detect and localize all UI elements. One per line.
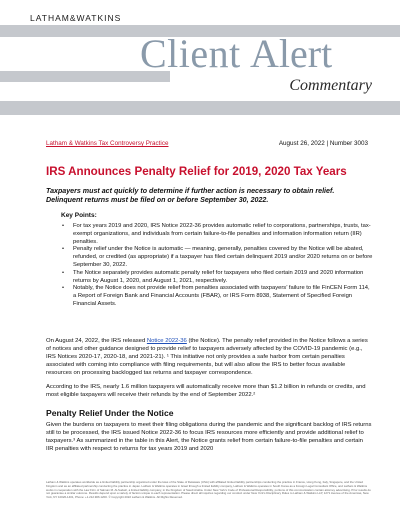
paragraph-refunds: According to the IRS, nearly 1.6 million taxpayers will automatically receive more than $1.2 billion in refunds or credits, and most eligible taxpayers will receive their refunds by the end of September 2022.² <box>46 384 366 398</box>
paragraph-intro-text-cont: (the Notice). The penalty relief provided in the Notice follows a series of notices and other guidance designed to provide relief to taxpayers adversely affected by the COVID-19 pandemic (e.g., IRS Notices 2020-17, 2020-18, and 2021-21). ¹ This initiative not only provides a safe harbor from certain penalties associated with coming into compliance with filing requirements, but will also allow the IRS to better focus available resources on processing backlogged tax returns and taxpayer correspondence. <box>46 338 368 376</box>
header-band-bottom <box>0 101 400 115</box>
paragraph-intro-text: On August 24, 2022, the IRS released <box>46 338 147 344</box>
bullet-icon: • <box>62 269 65 276</box>
paragraph-intro <box>46 337 372 377</box>
alert-date-number: August 26, 2022 | Number 3003 <box>278 140 368 147</box>
key-point-text: Penalty relief under the Notice is automatic — meaning, generally, penalties covered by the Notice will be abated, refunded, or credited (as appropriate) if a taxpayer has filed certain delinquent 2019 and/or 2020 returns on or before September 30, 2022. <box>73 246 373 268</box>
key-points-list <box>61 223 373 309</box>
masthead-title-alert: Alert <box>250 31 333 76</box>
practice-link[interactable]: Latham & Watkins Tax Controversy Practice <box>46 140 169 147</box>
key-point-text: For tax years 2019 and 2020, IRS Notice 2022-36 provides automatic relief to corporations, partnerships, trusts, tax-exempt organizations, and individuals from certain failure-to-file penalties and information information return (IIR) penalties. <box>73 223 371 245</box>
notice-link[interactable]: Notice 2022-36 <box>146 338 187 344</box>
key-point-text: Notably, the Notice does not provide relief from penalties associated with taxpayers’ failure to file FinCEN Form 114, a Report of Foreign Bank and Financial Accounts (FBAR), or IRS Form 8938, Statement of Specified Foreign Financial Assets. <box>73 285 370 307</box>
section-heading: Penalty Relief Under the Notice <box>46 408 174 418</box>
firm-logo: LATHAM&WATKINS <box>30 13 122 23</box>
paragraph-relief: Given the burdens on taxpayers to meet their filing obligations during the pandemic and the significant backlog of IRS returns still to be processed, the IRS issued Notice 2022-36 to focus IRS resources more efficiently and provide additional relief to taxpayers.³ As summarized in the table in this Alert, the Notice grants relief from certain failure-to-file penalties and certain IIR penalties with respect to returns for tax years 2019 and 2020 <box>46 422 372 452</box>
masthead-subtitle: Commentary <box>289 77 372 94</box>
key-point-item <box>61 246 373 269</box>
article-deck: Taxpayers must act quickly to determine if further action is necessary to obtain relief. Delinquent returns must be filed on or before September 30, 2022. <box>46 187 335 205</box>
bullet-icon: • <box>62 223 65 229</box>
key-points-title: Key Points: <box>61 212 97 219</box>
alert-meta-line <box>46 140 368 148</box>
legal-disclaimer: Latham & Watkins operates worldwide as a limited liability partnership organized under the laws of the State of Delaware (USA) with affiliated limited liability partnerships conducting the practice in France, Hong Kong, Italy, Singapore, and the United Kingdom and as an affiliated partnership conducting the practice in Japan. Latham & Watkins operates in Israel through a limited liability company, Latham & Watkins operates in South Korea as a Foreign Legal Consultant Office, and Latham & Watkins works in cooperation with the Law Firm of Salman M. Al-Sudairi, a limited liability company, in the Kingdom of Saudi Arabia. Under New York’s Code of Professional Responsibility, portions of this communication contain attorney advertising. Prior results do not guarantee a similar outcome. Results depend upon a variety of factors unique to each representation. Please direct all inquiries regarding our conduct under New York’s Disciplinary Rules to Latham & Watkins LLP, 1271 Avenue of the Americas, New York, NY 10020-1401, Phone: +1.212.906.1200. © Copyright 2022 Latham & Watkins. All Rights Reserved. <box>46 480 371 500</box>
masthead-title-client: Client <box>140 31 241 76</box>
key-point-item <box>61 285 373 308</box>
key-point-item <box>61 223 373 246</box>
bullet-icon: • <box>62 246 65 253</box>
key-point-item <box>61 270 373 286</box>
article-headline: IRS Announces Penalty Relief for 2019, 2020 Tax Years <box>46 165 347 178</box>
key-point-text: The Notice separately provides automatic penalty relief for taxpayers who filed certain 2019 and 2020 information returns by August 1, 2020, and August 1, 2021, respectively. <box>73 269 364 284</box>
bullet-icon: • <box>62 285 65 292</box>
